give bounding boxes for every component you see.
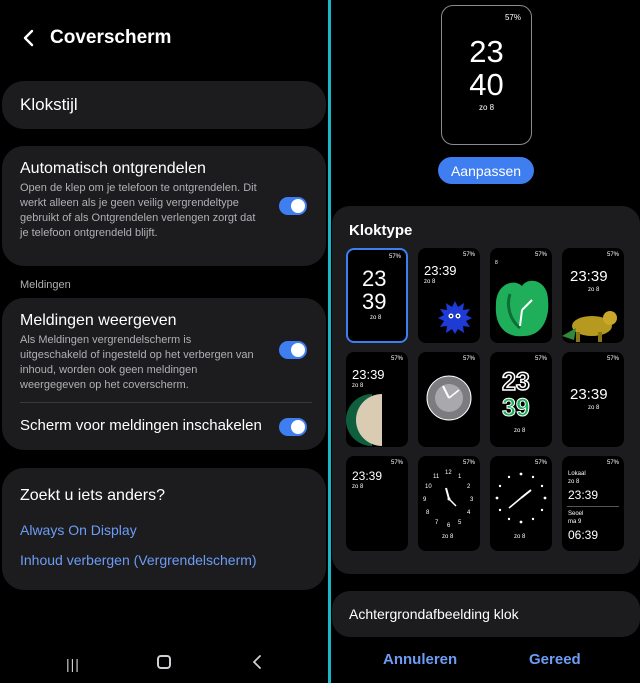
background-clock-item[interactable]	[332, 591, 640, 637]
face-date: zo 8	[514, 428, 526, 434]
clock-face-option[interactable]	[418, 352, 480, 447]
always-on-display-link[interactable]: Always On Display	[20, 522, 137, 538]
dial-numeral: 10	[425, 484, 432, 490]
analog-clock-icon	[425, 374, 473, 422]
battery-indicator: 57%	[606, 252, 619, 258]
clock-hands-icon	[436, 486, 462, 512]
city2-label: Seoel	[568, 511, 584, 517]
face-minute: 39	[362, 289, 387, 314]
hide-content-link[interactable]: Inhoud verbergen (Vergrendelscherm)	[20, 552, 257, 568]
battery-indicator: 57%	[606, 460, 619, 466]
dial-numeral: 11	[433, 474, 440, 480]
cover-screen-preview	[441, 5, 532, 145]
klokstijl-item[interactable]	[2, 81, 326, 129]
shapes-illustration-icon	[346, 392, 408, 447]
notifications-description: Als Meldingen vergrendelscherm is uitgeschakeld of ingesteld op het verbergen van inhoud, worden ook geen meldingen weergegeven op het coverscherm.	[20, 334, 254, 391]
face-date: zo 8	[442, 534, 454, 540]
auto-unlock-item[interactable]	[2, 146, 326, 266]
background-clock-label: Achtergrondafbeelding klok	[349, 606, 519, 622]
dial-numeral: 2	[467, 484, 471, 490]
time1-label: 23:39	[568, 488, 599, 502]
navigation-bar	[0, 650, 328, 676]
screen-on-label[interactable]: Scherm voor meldingen inschakelen	[20, 417, 262, 434]
battery-indicator: 57%	[534, 252, 547, 258]
date2-label: ma 9	[568, 519, 582, 525]
face-date: zo 8	[588, 405, 600, 411]
date1-label: zo 8	[568, 479, 580, 485]
face-minute: 39	[502, 394, 530, 422]
dial-numeral: 7	[435, 520, 439, 526]
back-icon[interactable]	[250, 654, 264, 670]
clock-face-option[interactable]	[490, 456, 552, 551]
auto-unlock-toggle[interactable]	[279, 197, 307, 215]
looking-for-card	[2, 468, 326, 590]
dial-numeral: 12	[445, 470, 452, 476]
dial-numeral: 6	[447, 523, 451, 529]
clock-face-option[interactable]	[562, 248, 624, 343]
done-button[interactable]: Gereed	[529, 651, 581, 668]
clock-face-option[interactable]	[346, 456, 408, 551]
dial-numeral: 8	[426, 510, 430, 516]
animal-illustration-icon	[562, 306, 624, 343]
time2-label: 06:39	[568, 528, 599, 542]
face-date: zo 8	[588, 287, 600, 293]
customize-button[interactable]: Aanpassen	[438, 157, 534, 184]
clock-face-option[interactable]	[346, 248, 408, 343]
header	[18, 24, 171, 52]
battery-indicator: 57%	[462, 356, 475, 362]
battery-indicator: 57%	[462, 252, 475, 258]
battery-indicator: 57%	[390, 460, 403, 466]
face-date: zo 8	[514, 534, 526, 540]
dial-numeral: 1	[458, 474, 462, 480]
face-time: 23:39	[352, 367, 385, 382]
face-time: 23:39	[424, 263, 457, 278]
clock-face-option[interactable]	[490, 352, 552, 447]
dial-numeral: 9	[423, 497, 427, 503]
clock-face-option[interactable]	[346, 352, 408, 447]
screen-on-toggle[interactable]	[279, 418, 307, 436]
clock-type-panel	[332, 206, 640, 574]
face-date-small: 8	[495, 260, 498, 266]
battery-indicator: 57%	[606, 356, 619, 362]
clock-type-title: Kloktype	[349, 222, 413, 239]
notifications-card	[2, 298, 326, 450]
battery-indicator: 57%	[534, 356, 547, 362]
battery-indicator: 57%	[388, 254, 401, 260]
blue-creature-icon	[438, 300, 472, 334]
face-date: zo 8	[352, 484, 364, 490]
face-hour: 23	[362, 266, 387, 291]
auto-unlock-description: Open de klep om je telefoon te ontgrendelen. Dit werkt alleen als je geen veilig vergrendeltype gebruikt of als Ontgrendelen verlengen zorgt dat je telefoon ontgrendeld blijft.	[20, 182, 257, 239]
auto-unlock-title: Automatisch ontgrendelen	[20, 160, 206, 177]
notifications-item[interactable]	[20, 312, 258, 393]
home-icon[interactable]	[157, 655, 171, 669]
face-date: zo 8	[424, 279, 436, 285]
battery-indicator: 57%	[534, 460, 547, 466]
dial-numeral: 3	[470, 497, 474, 503]
battery-indicator: 57%	[390, 356, 403, 362]
clock-face-option[interactable]	[418, 456, 480, 551]
face-date: zo 8	[370, 315, 382, 321]
dial-numeral: 4	[467, 510, 471, 516]
clock-face-option[interactable]	[562, 456, 624, 551]
preview-hour: 23	[469, 34, 504, 69]
divider	[567, 506, 619, 507]
clock-picker-pane	[331, 0, 640, 683]
page-title: Coverscherm	[50, 27, 172, 48]
preview-date: zo 8	[478, 103, 495, 112]
clock-face-option[interactable]	[418, 248, 480, 343]
clock-face-option[interactable]	[490, 248, 552, 343]
face-date: zo 8	[352, 383, 364, 389]
notifications-title: Meldingen weergeven	[20, 312, 177, 329]
face-time: 23:39	[570, 386, 608, 403]
preview-minute: 40	[469, 67, 504, 102]
clock-face-option[interactable]	[562, 352, 624, 447]
dial-numeral: 5	[458, 520, 462, 526]
city1-label: Lokaal	[568, 471, 586, 477]
cancel-button[interactable]: Annuleren	[383, 651, 458, 668]
recent-apps-button[interactable]: |||	[66, 656, 80, 672]
section-header-meldingen: Meldingen	[20, 279, 71, 291]
face-time: 23:39	[570, 268, 608, 285]
minimal-analog-clock-icon	[493, 470, 549, 526]
battery-indicator: 57%	[504, 13, 521, 22]
notifications-toggle[interactable]	[279, 341, 307, 359]
face-hour: 23	[502, 368, 530, 396]
klokstijl-label: Klokstijl	[20, 95, 78, 114]
divider	[20, 402, 312, 403]
chevron-left-icon[interactable]	[18, 27, 40, 49]
green-leaf-clock-icon	[490, 274, 552, 340]
looking-for-title: Zoekt u iets anders?	[20, 487, 165, 504]
battery-indicator: 57%	[462, 460, 475, 466]
face-time: 23:39	[352, 469, 383, 483]
